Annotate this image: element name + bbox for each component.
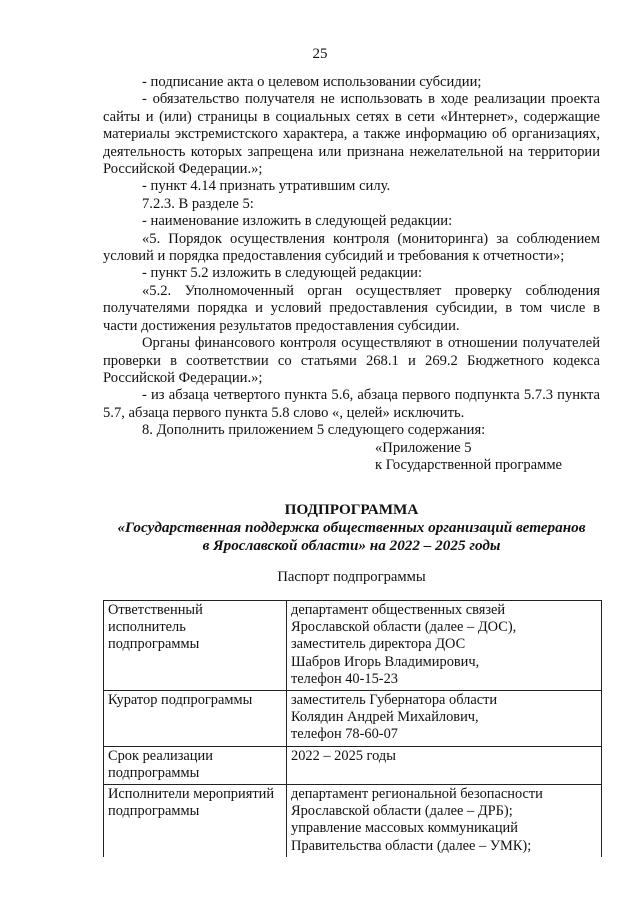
row-label-line: Срок реализации: [108, 747, 213, 764]
row-value-line: департамент общественных связей: [291, 602, 506, 618]
row-value-cell: [287, 785, 602, 857]
paragraph: - обязательство получателя не использовать в ходе реализации проекта сайты и (или) страницы в социальных сетях в сети «Интернет», содержащие материалы экстремистского характера, а также информацию об организациях, деятельность которых запрещена или признана нежелательной на территории Российской Федерации.»;: [103, 91, 600, 178]
row-value-line: Колядин Андрей Михайлович,: [291, 709, 479, 726]
row-label-line: подпрограммы: [108, 803, 200, 820]
row-value-line: Шабров Игорь Владимирович,: [291, 653, 480, 670]
table-row: [104, 785, 602, 857]
row-label-line: исполнитель: [108, 619, 186, 636]
paragraph: - из абзаца четвертого пункта 5.6, абзаца первого подпункта 5.7.3 пункта 5.7, абзаца первого пункта 5.8 слово «, целей» исключить.: [103, 387, 600, 421]
row-label-cell: [104, 746, 287, 784]
paragraph: - наименование изложить в следующей редакции:: [142, 213, 453, 230]
subprogram-title: ПОДПРОГРАММА: [284, 501, 419, 518]
row-label-line: Куратор подпрограммы: [108, 692, 253, 709]
subprogram-name-line: в Ярославской области» на 2022 – 2025 годы: [202, 537, 501, 554]
subprogram-heading: [103, 501, 600, 555]
row-value-line: заместитель Губернатора области: [291, 692, 498, 709]
row-value-line: телефон 78-60-07: [291, 726, 398, 743]
subprogram-name-line: «Государственная поддержка общественных организаций ветеранов: [117, 519, 586, 536]
row-label-line: подпрограммы: [108, 636, 200, 653]
row-value-line: заместитель директора ДОС: [291, 636, 466, 653]
table-row: [104, 601, 602, 691]
paragraph: 8. Дополнить приложением 5 следующего содержания:: [142, 422, 486, 439]
row-label-line: Ответственный: [108, 602, 203, 618]
passport-title: Паспорт подпрограммы: [277, 569, 426, 585]
appendix-label: «Приложение 5: [375, 439, 472, 456]
table-row: [104, 691, 602, 747]
row-label-cell: [104, 601, 287, 691]
table-row: [104, 746, 602, 784]
paragraph: 7.2.3. В разделе 5:: [142, 195, 254, 212]
page-number: 25: [312, 46, 328, 62]
row-value-cell: [287, 601, 602, 691]
paragraph: «5. Порядок осуществления контроля (мониторинга) за соблюдением условий и порядка предоставления субсидий и требования к отчетности»;: [103, 230, 600, 265]
row-label-line: Исполнители мероприятий: [108, 786, 275, 803]
row-value-cell: [287, 746, 602, 784]
row-value-line: департамент региональной безопасности: [291, 786, 543, 803]
row-value-line: 2022 – 2025 годы: [291, 747, 396, 764]
subprogram-name: [103, 519, 600, 555]
row-label-cell: [104, 691, 287, 747]
paragraph: - пункт 4.14 признать утратившим силу.: [142, 178, 391, 195]
passport-table: [103, 600, 602, 857]
row-value-line: телефон 40-15-23: [291, 670, 398, 687]
row-value-line: Ярославской области (далее – ДРБ);: [291, 803, 513, 820]
row-label-line: подпрограммы: [108, 764, 200, 781]
paragraph: - подписание акта о целевом использовании субсидии;: [142, 74, 482, 90]
row-value-line: Правительства области (далее – УМК);: [291, 837, 532, 854]
document-body: [103, 74, 600, 474]
paragraph: «5.2. Уполномоченный орган осуществляет проверку соблюдения получателями порядка и условий предоставления субсидии, в том числе в части достижения результатов предоставления субсидии.: [103, 282, 600, 334]
paragraph: Органы финансового контроля осуществляют в отношении получателей проверки в соответствии со статьями 268.1 и 269.2 Бюджетного кодекса Российской Федерации.»;: [103, 335, 600, 386]
row-value-line: Ярославской области (далее – ДОС),: [291, 619, 517, 636]
paragraph: - пункт 5.2 изложить в следующей редакции:: [142, 265, 423, 282]
row-label-cell: [104, 785, 287, 857]
appendix-reference: к Государственной программе: [375, 456, 563, 473]
row-value-line: управление массовых коммуникаций: [291, 820, 518, 837]
row-value-cell: [287, 691, 602, 747]
